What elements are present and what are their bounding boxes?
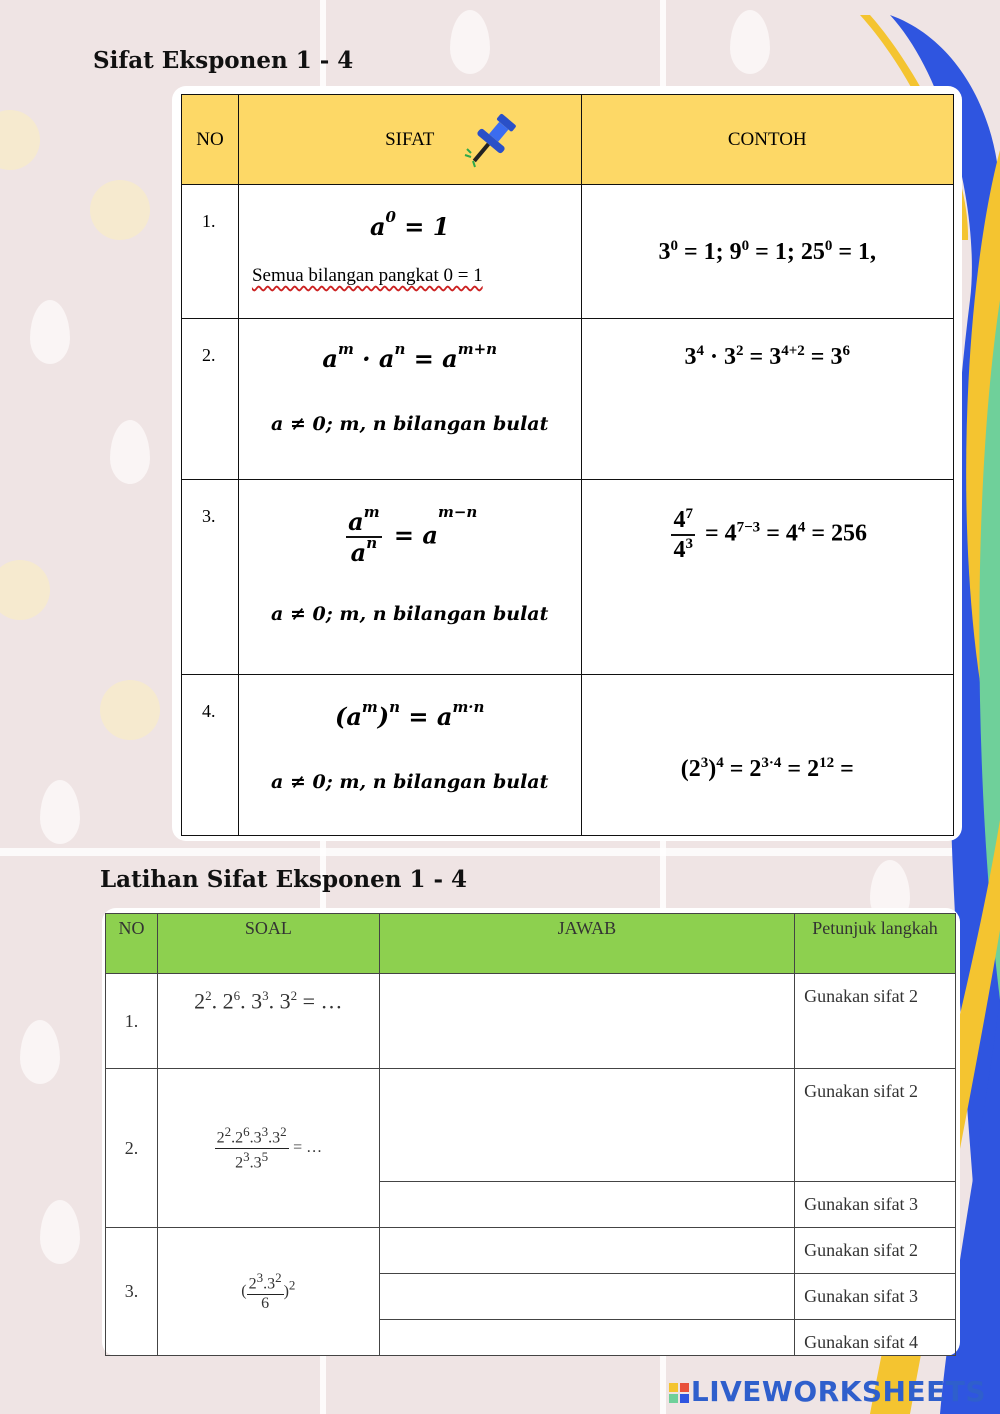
flower-decoration [0,560,50,620]
example-cell: $\frac{4^7}{4^3}$ = $4^{7-3} = 4^4 = 256$ [581,480,954,675]
header-sifat [238,95,581,185]
question-cell: $\frac{2^2.2^6.3^3.3^2}{2^3.3^5}$ = … [157,1069,379,1228]
example-cell: $(2^3)^4 = 2^{3\cdot 4} = 2^{12}$ = [581,675,954,836]
table-row [182,185,954,319]
leaf-decoration [40,780,80,844]
question-cell: $2^2$. $2^6$. $3^3$. $3^2$ = … [157,974,379,1069]
answer-field[interactable] [379,1274,794,1320]
row-number: 1. [106,974,158,1069]
page-title: Sifat Eksponen 1 - 4 [93,47,354,74]
header-contoh: CONTOH [581,95,954,185]
table-row [106,1228,956,1274]
header-soal: SOAL [157,914,379,974]
table-row [182,675,954,836]
row-number: 3. [182,480,239,675]
liveworksheets-icon [669,1383,689,1403]
header-sifat-label: SIFAT [385,128,435,150]
rule-formula: $\frac{a^m}{a^n}$ = $a^{m-n}$ [348,503,478,567]
answer-field[interactable] [379,974,794,1069]
row-number: 2. [182,319,239,480]
rule-note: Semua bilangan pangkat 0 = 1 [251,265,483,286]
hint-cell: Gunakan sifat 2 [795,974,956,1069]
rule-formula: $a^m \cdot a^n = a^{m+n}$ [322,340,498,373]
answer-field[interactable] [379,1228,794,1274]
rule-note: a ≠ 0; m, n bilangan bulat [271,771,549,793]
rule-formula: $a^0 = 1$ [369,208,450,241]
header-no: NO [182,95,239,185]
header-petunjuk: Petunjuk langkah [795,914,956,974]
leaf-decoration [110,420,150,484]
rule-note: a ≠ 0; m, n bilangan bulat [271,603,549,625]
rule-cell [238,319,581,480]
table-row [106,1069,956,1182]
table-row [182,319,954,480]
rule-note: a ≠ 0; m, n bilangan bulat [271,413,549,435]
leaf-decoration [20,1020,60,1084]
row-number: 1. [182,185,239,319]
example-cell: $3^0 = 1$; $9^0 = 1$; $25^0 = 1$, [581,185,954,319]
row-number: 2. [106,1069,158,1228]
hint-cell: Gunakan sifat 4 [795,1320,956,1356]
hint-cell: Gunakan sifat 3 [795,1182,956,1228]
rule-cell [238,480,581,675]
row-number: 4. [182,675,239,836]
table-header-row [182,95,954,185]
answer-field[interactable] [379,1069,794,1182]
brand-logo-text: LIVEWORKSHEETS [690,1375,986,1408]
row-number: 3. [106,1228,158,1356]
answer-field[interactable] [379,1320,794,1356]
hint-cell: Gunakan sifat 3 [795,1274,956,1320]
flower-decoration [90,180,150,240]
header-jawab: JAWAB [379,914,794,974]
table-row [106,974,956,1069]
exercise-table [105,913,956,1356]
properties-table [181,94,954,836]
leaf-decoration [40,1200,80,1264]
header-no: NO [106,914,158,974]
rule-cell [238,185,581,319]
table-row [182,480,954,675]
leaf-decoration [30,300,70,364]
answer-field[interactable] [379,1182,794,1228]
example-cell: $3^4 \cdot 3^2 = 3^{4+2} = 3^6$ [581,319,954,480]
leaf-decoration [450,10,490,74]
flower-decoration [100,680,160,740]
rule-formula: $(a^m)^n = a^{m\cdot n}$ [335,698,485,731]
rule-cell [238,675,581,836]
hint-cell: Gunakan sifat 2 [795,1228,956,1274]
hint-cell: Gunakan sifat 2 [795,1069,956,1182]
question-cell: ( $\frac{2^3.3^2}{6}$ )$^2$ [157,1228,379,1356]
leaf-decoration [730,10,770,74]
table-header-row [106,914,956,974]
flower-decoration [0,110,40,170]
pushpin-icon [459,109,523,173]
exercise-title: Latihan Sifat Eksponen 1 - 4 [100,866,468,893]
brand-logo[interactable] [669,1375,986,1408]
